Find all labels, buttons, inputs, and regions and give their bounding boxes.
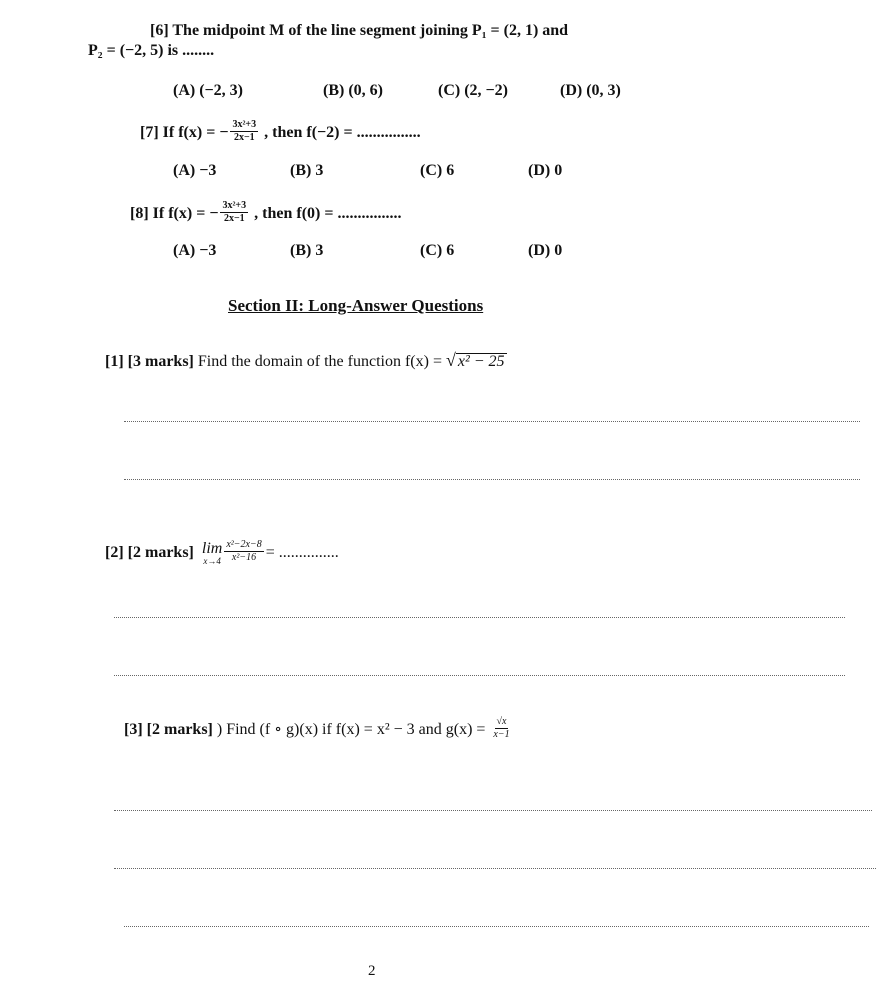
q8-suffix: , then f(0) = ................ xyxy=(250,205,402,223)
lq1-text: Find the domain of the function f(x) = xyxy=(193,353,446,370)
lq2-frac-den: x²−16 xyxy=(231,552,257,563)
q7-frac-den: 2x−1 xyxy=(233,132,255,143)
q8-prefix: [8] If f(x) = − xyxy=(130,205,219,223)
sqrt-sign: √ xyxy=(445,350,456,370)
lq2-limit xyxy=(202,541,222,566)
section-title: Section II: Long-Answer Questions xyxy=(228,296,484,315)
q6-option-b: (B) (0, 6) xyxy=(323,82,383,99)
lq3-text: ) Find (f ∘ g)(x) if f(x) = x² − 3 and g(x) = xyxy=(212,721,490,739)
q6-option-d: (D) (0, 3) xyxy=(560,82,621,99)
q6-option-c: (C) (2, −2) xyxy=(438,82,508,99)
lq1-sqrt-content: x² − 25 xyxy=(457,353,505,370)
lq3-frac-den: x−1 xyxy=(493,729,510,740)
answer-line-3c xyxy=(124,926,869,927)
lq3-question xyxy=(124,716,514,742)
lq3-fraction xyxy=(491,717,511,740)
lq3-label: [3] [2 marks] xyxy=(124,721,213,739)
answer-line-3a xyxy=(114,810,872,811)
answer-line-2a xyxy=(114,617,845,618)
q6-line2: P₂ = (−2, 5) is ........ xyxy=(88,42,215,59)
q7-option-c: (C) 6 xyxy=(420,162,455,179)
lq2-question xyxy=(105,541,339,566)
q7-prefix: [7] If f(x) = − xyxy=(140,124,229,142)
q8-option-d: (D) 0 xyxy=(528,242,563,259)
q8-question xyxy=(130,200,402,226)
lq2-fraction xyxy=(224,540,263,563)
q8-frac-den: 2x−1 xyxy=(223,213,245,224)
lq2-lim-word: lim xyxy=(201,540,223,557)
q8-option-c: (C) 6 xyxy=(420,242,455,259)
page-number: 2 xyxy=(368,963,376,979)
q7-frac-num: 3x²+3 xyxy=(232,119,257,130)
lq2-suffix: = ............... xyxy=(265,544,339,562)
answer-line-1b xyxy=(124,479,860,480)
q6-option-a: (A) (−2, 3) xyxy=(173,82,243,99)
q7-fraction xyxy=(230,120,258,143)
q7-suffix: , then f(−2) = ................ xyxy=(260,124,421,142)
lq2-frac-num: x²−2x−8 xyxy=(226,539,262,550)
lq1-label: [1] [3 marks] xyxy=(105,353,194,370)
q8-option-a: (A) −3 xyxy=(173,242,217,259)
q7-option-d: (D) 0 xyxy=(528,162,563,179)
lq2-lim-sub: x→4 xyxy=(203,556,221,566)
answer-line-2b xyxy=(114,675,845,676)
q7-option-b: (B) 3 xyxy=(290,162,324,179)
lq3-frac-num: √x xyxy=(496,716,507,727)
lq1-question xyxy=(105,350,507,371)
q8-fraction xyxy=(220,201,248,224)
lq2-label: [2] [2 marks] xyxy=(105,544,194,562)
q8-option-b: (B) 3 xyxy=(290,242,324,259)
q7-question xyxy=(140,119,421,145)
q8-frac-num: 3x²+3 xyxy=(222,200,247,211)
answer-line-1a xyxy=(124,421,860,422)
q7-option-a: (A) −3 xyxy=(173,162,217,179)
q6-line1: [6] The midpoint M of the line segment joining P₁ = (2, 1) and xyxy=(150,22,569,39)
answer-line-3b xyxy=(114,868,876,869)
